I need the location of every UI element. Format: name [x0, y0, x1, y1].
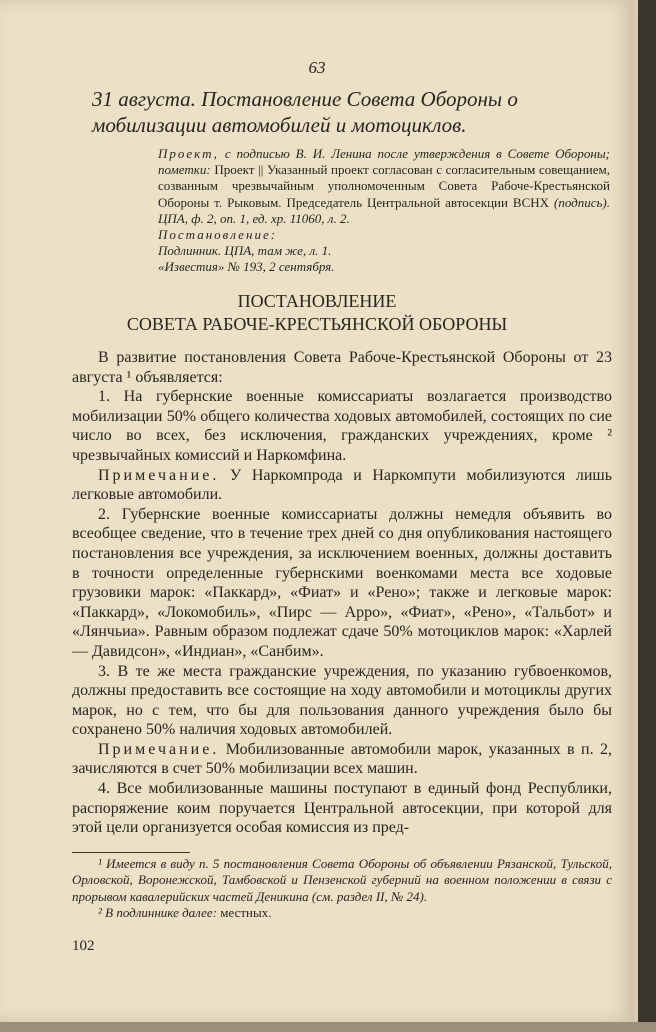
scan-edge-right: [638, 0, 656, 1032]
paragraph-2: 2. Губернские военные комиссариаты должны немедля объявить во всеобщее сведение, что в течение трех дней со дня опубликования настоящего постановления все учреждения, за исключением военных, должны доставить в точности определенные губернскими военкомами места все ходовые грузовики марок: «Паккард», «Фиат» и «Рено»; также и легковые марок: «Паккард», «Локомобиль», «Пирс — Арро», «Фиат», «Рено», «Тальбот» и «Лянчьиа». Равным образом подлежат сдаче 50% мотоциклов марок: «Харлей — Давидсон», «Индиан», «Санбим».: [72, 505, 612, 660]
paragraph-1: 1. На губернские военные комиссариаты возлагается производство мобилизации 50% общего количества ходовых автомобилей, состоящих по сие число во всех, без исключения, гражданских учреждениях, кроме ² чрезвычайных комиссий и Наркомфина.: [72, 388, 612, 464]
decree-title-line2: СОВЕТА РАБОЧЕ-КРЕСТЬЯНСКОЙ ОБОРОНЫ: [126, 314, 508, 334]
source-project-text: с подписью В. И. Ленина после утверждения в Совете Обороны; пометки:: [158, 146, 611, 178]
footnote-divider: [72, 852, 190, 853]
decree-body: [72, 348, 612, 838]
source-decree-label: Постановление:: [158, 227, 278, 243]
decree-title-line1: ПОСТАНОВЛЕНИЕ: [237, 291, 397, 311]
note-2: [72, 740, 612, 779]
page-number: 102: [72, 938, 95, 954]
document-number: 63: [308, 58, 326, 77]
footnotes: [72, 856, 612, 922]
footnote-1: ¹ Имеется в виду п. 5 постановления Совета Обороны об объявлении Рязанской, Тульской, Орловской, Воронежской, Тамбовской и Пензенской губерний на военном положении в связи с прорывом кавалерийских частей Деникина (см. раздел II, № 24).: [72, 856, 612, 904]
document-heading: 31 августа. Постановление Совета Обороны о мобилизации автомобилей и мотоциклов.: [92, 87, 518, 137]
note-1-label: Примечание.: [98, 466, 220, 484]
footnote-2-label: ² В подлиннике далее:: [98, 905, 218, 921]
decree-title: [0, 290, 634, 336]
source-project-sign: (подпись). ЦПА, ф. 2, оп. 1, ед. хр. 11060, л. 2.: [158, 194, 610, 226]
note-2-text: Мобилизованные автомобили марок, указанных в п. 2, зачисляются в счет 50% мобилизации всех машин.: [72, 740, 613, 778]
source-project-label: Проект,: [158, 146, 220, 161]
paragraph-4: 4. Все мобилизованные машины поступают в единый фонд Республики, распоряжение коим поручается Центральной автосекции, при которой для этой цели организуется особая комиссия из пред-: [72, 780, 612, 837]
footnote-2: [72, 905, 612, 921]
source-decree-original: Подлинник. ЦПА, там же, л. 1.: [158, 243, 332, 259]
source-project-rest: Проект || Указанный проект согласован с согласительным совещанием, созванным чрезвычайным уполномоченным Совета Рабоче-Крестьянской Обороны т. Рыковым. Председатель Центральной автосекции ВСНХ: [158, 162, 610, 210]
intro-paragraph: В развитие постановления Совета Рабоче-Крестьянской Обороны от 23 августа ¹ объявляется:: [72, 349, 612, 386]
note-1-text: У Наркомпрода и Наркомпути мобилизуются лишь легковые автомобили.: [72, 466, 613, 504]
note-1: [72, 466, 612, 505]
note-2-label: Примечание.: [98, 740, 220, 758]
scan-edge-bottom: [0, 1022, 656, 1032]
source-note: [158, 146, 610, 276]
footnote-2-text: местных.: [220, 905, 272, 921]
source-izvestia: «Известия» № 193, 2 сентября.: [158, 259, 335, 275]
paragraph-3: 3. В те же места гражданские учреждения, по указанию губвоенкомов, должны предоставить все состоящие на ходу автомобили и мотоциклы других марок, но с тем, что бы для пользования данного учреждения было бы сохранено 50% наличия ходовых автомобилей.: [72, 662, 612, 739]
